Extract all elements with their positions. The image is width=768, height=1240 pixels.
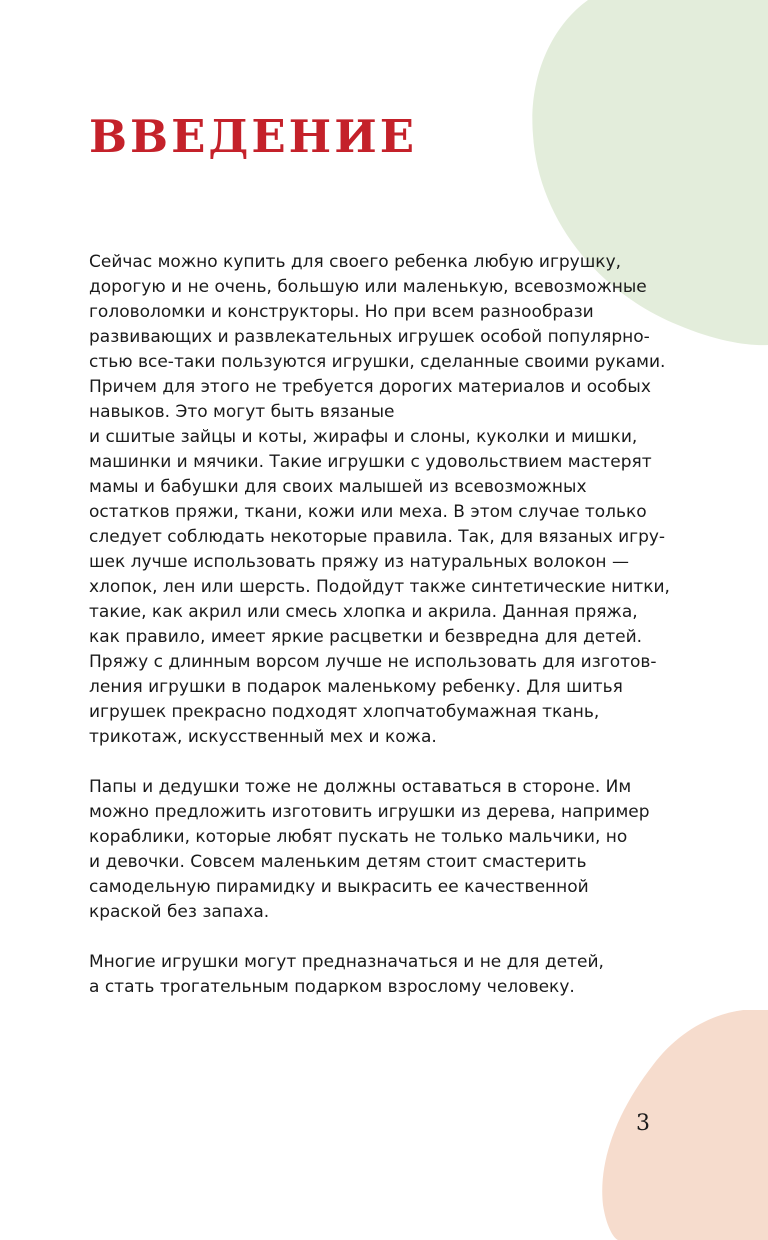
paragraph-gap: [89, 925, 689, 950]
page-number: 3: [636, 1111, 650, 1136]
paragraph: [89, 775, 689, 925]
text-line: навыков. Это могут быть вязаные: [89, 402, 395, 422]
body-text: [89, 250, 689, 1000]
paragraph: [89, 250, 689, 750]
text-line: остатков пряжи, ткани, кожи или меха. В этом случае только: [89, 502, 647, 522]
text-line: машинки и мячики. Такие игрушки с удовольствием мастерят: [89, 452, 652, 472]
text-line: можно предложить изготовить игрушки из дерева, например: [89, 802, 650, 822]
text-line: развивающих и развлекательных игрушек особой популярно-: [89, 327, 650, 347]
text-line: Папы и дедушки тоже не должны оставаться в стороне. Им: [89, 777, 632, 797]
text-line: Многие игрушки могут предназначаться и не для детей,: [89, 952, 604, 972]
text-line: дорогую и не очень, большую или маленькую, всевозможные: [89, 277, 647, 297]
text-line: самодельную пирамидку и выкрасить ее качественной: [89, 877, 589, 897]
text-line: краской без запаха.: [89, 902, 270, 922]
text-line: кораблики, которые любят пускать не только мальчики, но: [89, 827, 628, 847]
text-line: головоломки и конструкторы. Но при всем разнообрази: [89, 302, 594, 322]
page-title: ВВЕДЕНИЕ: [89, 110, 418, 163]
text-line: шек лучше использовать пряжу из натуральных волокон —: [89, 552, 629, 572]
paragraph: [89, 950, 689, 1000]
text-line: как правило, имеет яркие расцветки и безвредна для детей.: [89, 627, 643, 647]
text-line: и девочки. Совсем маленьким детям стоит смастерить: [89, 852, 587, 872]
pink-blob-shape: [602, 1010, 768, 1240]
text-line: ления игрушки в подарок маленькому ребенку. Для шитья: [89, 677, 623, 697]
text-line: трикотаж, искусственный мех и кожа.: [89, 727, 437, 747]
text-line: следует соблюдать некоторые правила. Так, для вязаных игру-: [89, 527, 666, 547]
text-line: и сшитые зайцы и коты, жирафы и слоны, куколки и мишки,: [89, 427, 638, 447]
text-line: хлопок, лен или шерсть. Подойдут также синтетические нитки,: [89, 577, 670, 597]
text-line: а стать трогательным подарком взрослому человеку.: [89, 977, 575, 997]
text-line: мамы и бабушки для своих малышей из всевозможных: [89, 477, 587, 497]
text-line: Сейчас можно купить для своего ребенка любую игрушку,: [89, 252, 622, 272]
text-line: такие, как акрил или смесь хлопка и акрила. Данная пряжа,: [89, 602, 638, 622]
text-line: Пряжу с длинным ворсом лучше не использовать для изготов-: [89, 652, 657, 672]
text-line: Причем для этого не требуется дорогих материалов и особых: [89, 377, 651, 397]
text-line: игрушек прекрасно подходят хлопчатобумажная ткань,: [89, 702, 600, 722]
paragraph-gap: [89, 750, 689, 775]
text-line: стью все-таки пользуются игрушки, сделанные своими руками.: [89, 352, 666, 372]
decorative-pink-blob: [598, 1010, 768, 1240]
